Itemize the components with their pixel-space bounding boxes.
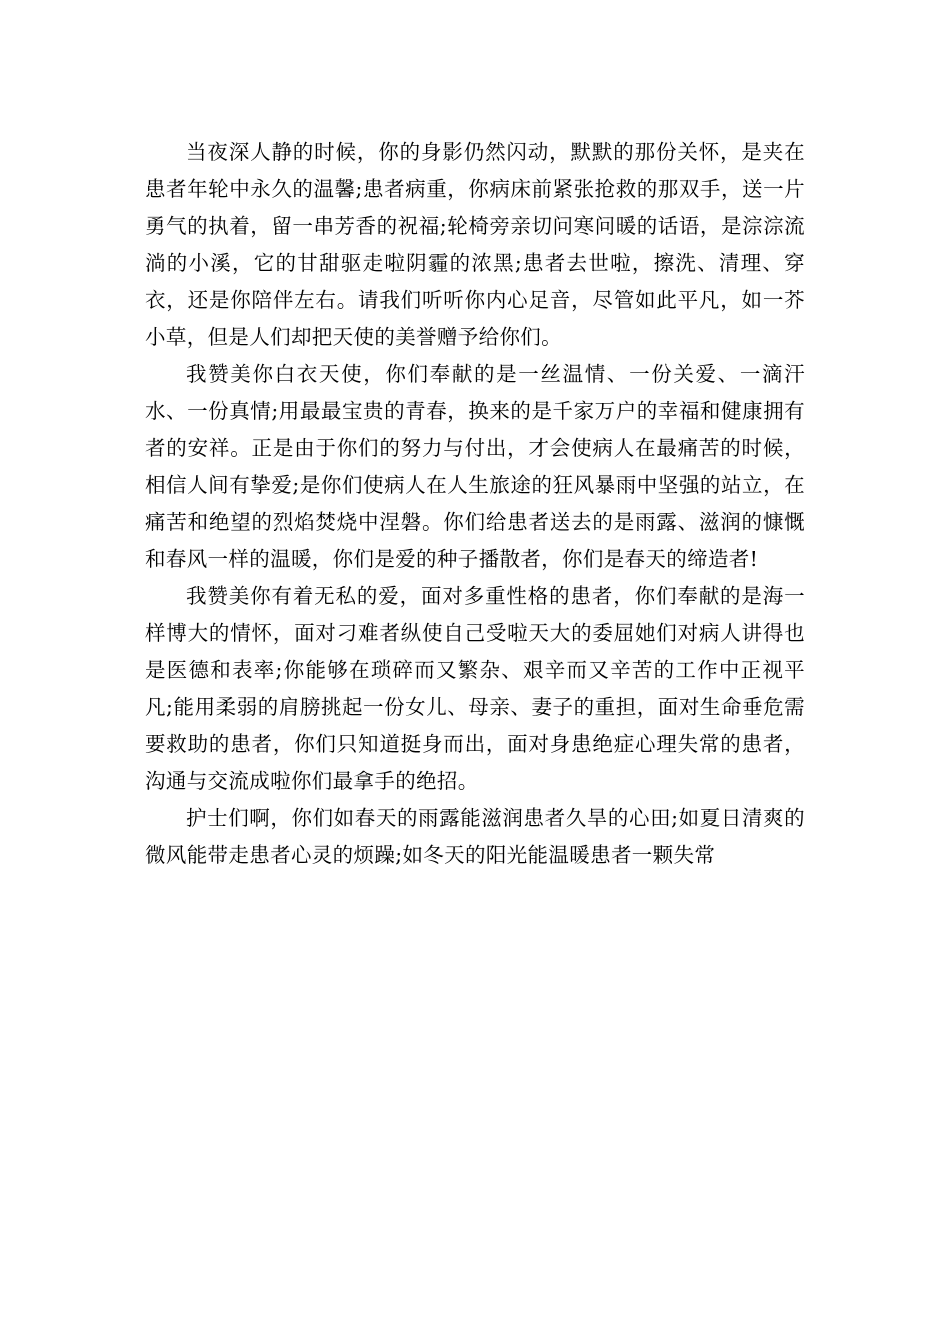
paragraph-1: 当夜深人静的时候，你的身影仍然闪动，默默的那份关怀，是夹在患者年轮中永久的温馨;患者病重，你病床前紧张抢救的那双手，送一片勇气的执着，留一串芳香的祝福;轮椅旁亲切问寒问暖的话语，是淙淙流淌的小溪，它的甘甜驱走啦阴霾的浓黑;患者去世啦，擦洗、清理、穿衣，还是你陪伴左右。请我们听听你内心足音，尽管如此平凡，如一芥小草，但是人们却把天使的美誉赠予给你们。	[145, 140, 805, 349]
paragraph-3: 我赞美你有着无私的爱，面对多重性格的患者，你们奉献的是海一样博大的情怀，面对刁难者纵使自己受啦天大的委屈她们对病人讲得也是医德和表率;你能够在琐碎而又繁杂、艰辛而又辛苦的工作中正视平凡;能用柔弱的肩膀挑起一份女儿、母亲、妻子的重担，面对生命垂危需要救助的患者，你们只知道挺身而出，面对身患绝症心理失常的患者，沟通与交流成啦你们最拿手的绝招。	[145, 584, 805, 793]
paragraph-4: 护士们啊，你们如春天的雨露能滋润患者久旱的心田;如夏日清爽的微风能带走患者心灵的烦躁;如冬天的阳光能温暖患者一颗失常	[145, 806, 805, 867]
document-body	[145, 134, 805, 874]
paragraph-2: 我赞美你白衣天使，你们奉献的是一丝温情、一份关爱、一滴汗水、一份真情;用最最宝贵的青春，换来的是千家万户的幸福和健康拥有者的安祥。正是由于你们的努力与付出，才会使病人在最痛苦的时候，相信人间有挚爱;是你们使病人在人生旅途的狂风暴雨中坚强的站立，在痛苦和绝望的烈焰焚烧中涅磐。你们给患者送去的是雨露、滋润的慷慨和春风一样的温暖，你们是爱的种子播散者，你们是春天的缔造者!	[145, 362, 805, 571]
